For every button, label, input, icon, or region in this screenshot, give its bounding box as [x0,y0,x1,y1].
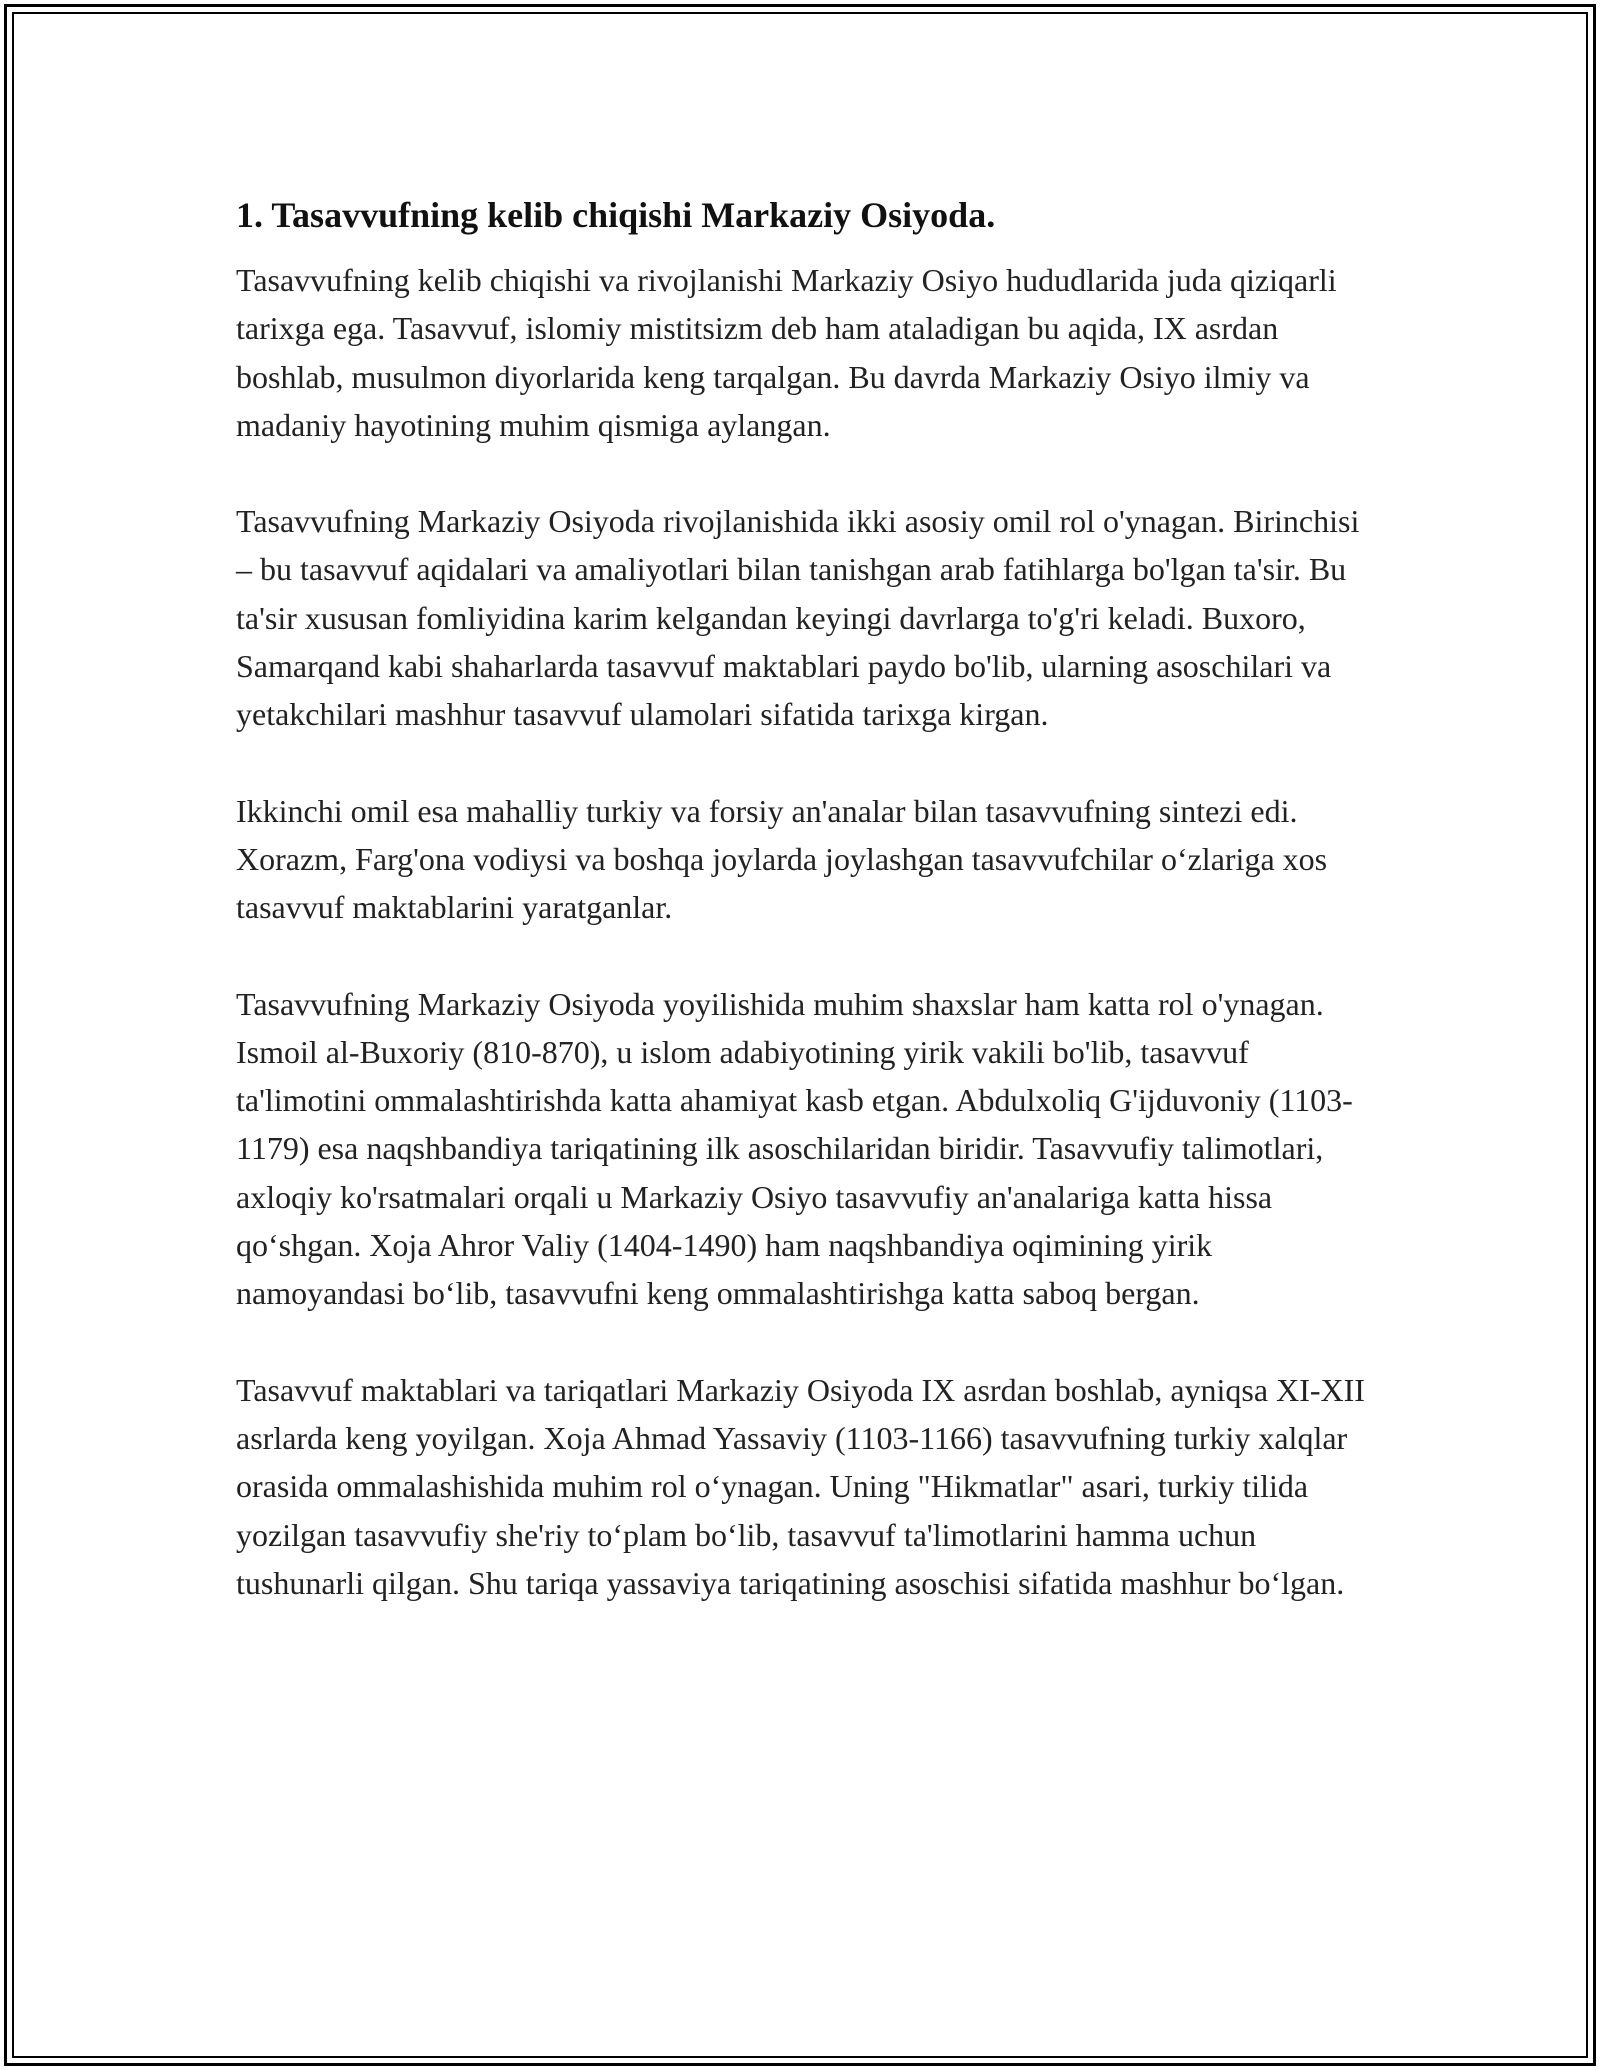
paragraph-2: Tasavvufning Markaziy Osiyoda rivojlanishida ikki asosiy omil rol o'ynagan. Birinchisi – bu tasavvuf aqidalari va amaliyotlari bilan tanishgan arab fatihlarga bo'lgan ta'sir. Bu ta'sir xususan fomliyidina karim kelgandan keyingi davrlarga to'g'ri keladi. Buxoro, Samarqand kabi shaharlarda tasavvuf maktablari paydo bo'lib, ularning asoschilari va yetakchilari mashhur tasavvuf ulamolari sifatida tarixga kirgan. [236,503,1360,733]
paragraph-4: Tasavvufning Markaziy Osiyoda yoyilishida muhim shaxslar ham katta rol o'ynagan. Ismoil al-Buxoriy (810-870), u islom adabiyotining yirik vakili bo'lib, tasavvuf ta'limotini ommalashtirishda katta ahamiyat kasb etgan. Abdulxoliq G'ijduvoniy (1103-1179) esa naqshbandiya tariqatining ilk asoschilaridan biridir. Tasavvufiy talimotlari, axloqiy ko'rsatmalari orqali u Markaziy Osiyo tasavvufiy an'analariga katta hissa qo‘shgan. Xoja Ahror Valiy (1404-1490) ham naqshbandiya oqimining yirik namoyandasi bo‘lib, tasavvufni keng ommalashtirishga katta saboq bergan. [236,985,1353,1312]
section-heading: 1. Tasavvufning kelib chiqishi Markaziy Osiyoda. [236,195,996,235]
document-body [236,186,1366,1607]
paragraph-1: Tasavvufning kelib chiqishi va rivojlanishi Markaziy Osiyo hududlarida juda qiziqarli tarixga ega. Tasavvuf, islomiy mistitsizm deb ham ataladigan bu aqida, IX asrdan boshlab, musulmon diyorlarida keng tarqalgan. Bu davrda Markaziy Osiyo ilmiy va madaniy hayotining muhim qismiga aylangan. [236,262,1337,443]
paragraph-5: Tasavvuf maktablari va tariqatlari Markaziy Osiyoda IX asrdan boshlab, ayniqsa XI-XII asrlarda keng yoyilgan. Xoja Ahmad Yassaviy (1103-1166) tasavvufning turkiy xalqlar orasida ommalashishida muhim rol o‘ynagan. Uning "Hikmatlar" asari, turkiy tilida yozilgan tasavvufiy she'riy to‘plam bo‘lib, tasavvuf ta'limotlarini hamma uchun tushunarli qilgan. Shu tariqa yassaviya tariqatining asoschisi sifatida mashhur bo‘lgan. [236,1371,1365,1601]
paragraph-3: Ikkinchi omil esa mahalliy turkiy va forsiy an'analar bilan tasavvufning sintezi edi. Xorazm, Farg'ona vodiysi va boshqa joylarda joylashgan tasavvufchilar o‘zlariga xos tasavvuf maktablarini yaratganlar. [236,792,1328,926]
